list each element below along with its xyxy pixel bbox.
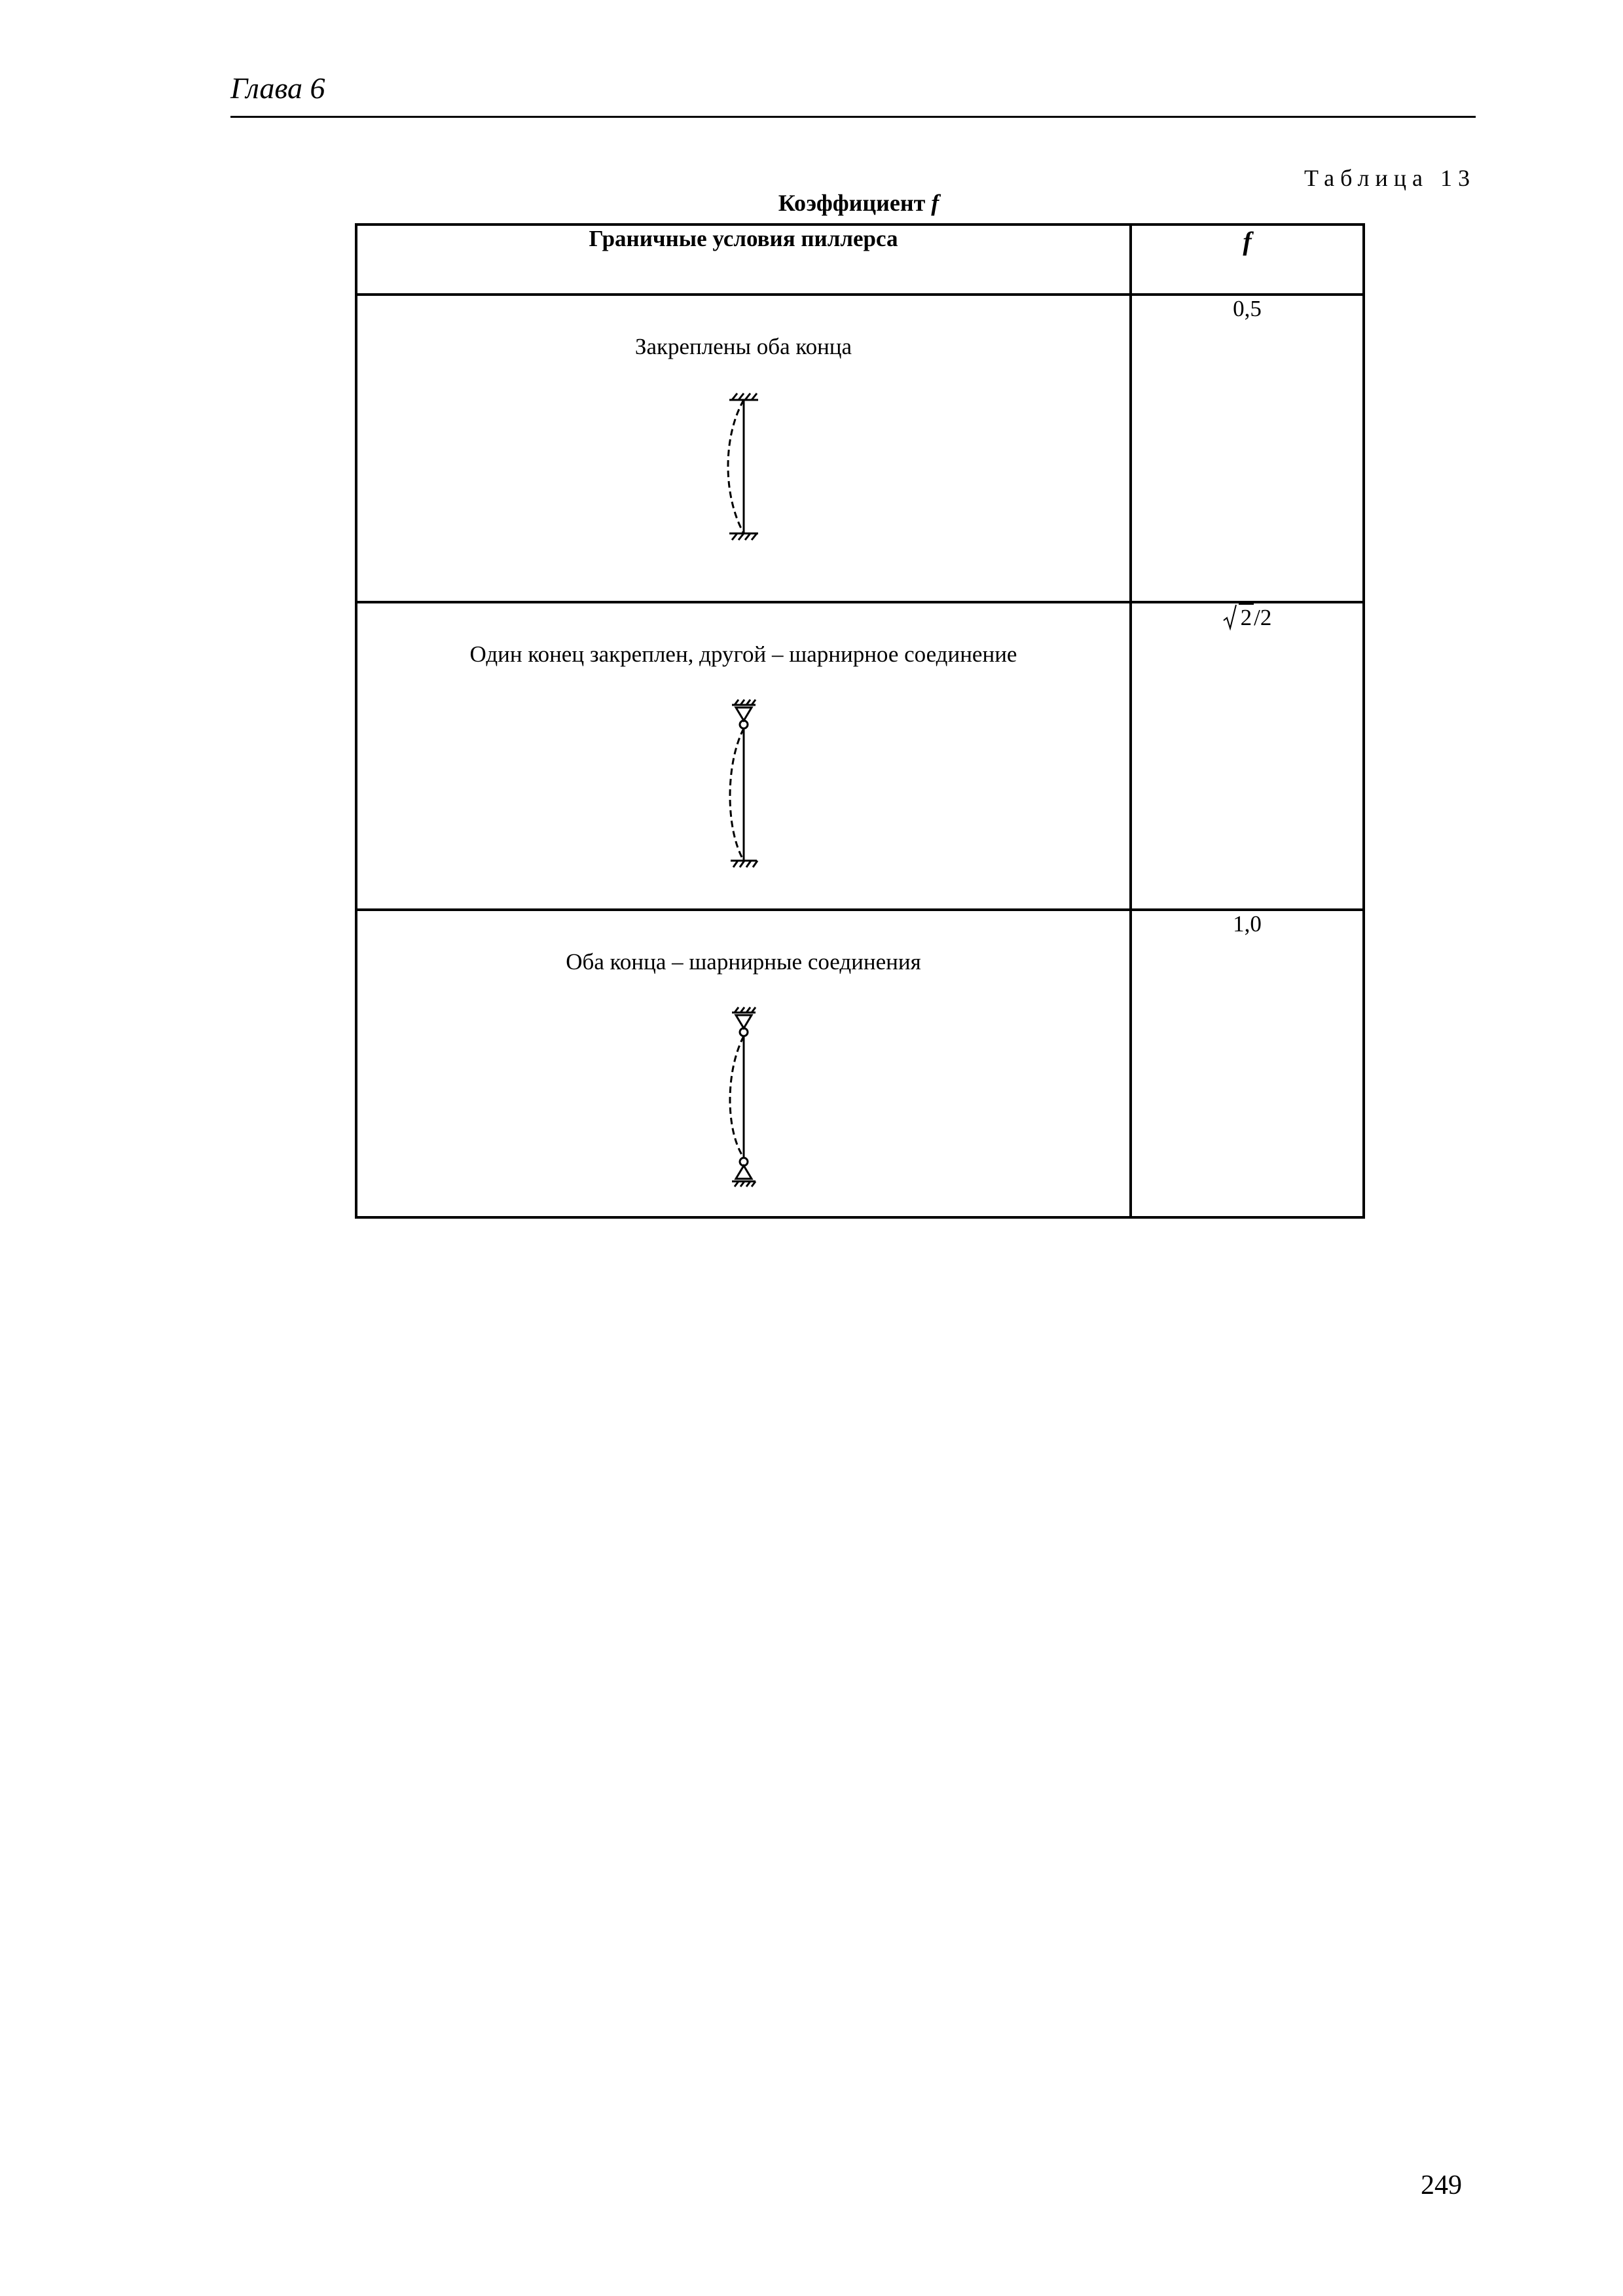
column-header-conditions: Граничные условия пиллерса <box>356 224 1131 295</box>
condition-cell <box>356 295 1131 602</box>
condition-cell <box>356 602 1131 910</box>
f-value: 1,0 <box>1233 911 1262 937</box>
table-caption <box>355 191 1362 215</box>
f-value-cell <box>1131 910 1364 1217</box>
table-header-row <box>356 224 1364 295</box>
condition-label: Один конец закреплен, другой – шарнирное соединение <box>469 641 1017 667</box>
f-value: 0,5 <box>1233 296 1262 321</box>
pinned-pinned-column-diagram <box>718 1006 770 1189</box>
running-head: Глава 6 <box>230 71 325 105</box>
f-value-cell <box>1131 295 1364 602</box>
table-caption-symbol: f <box>931 190 939 216</box>
fixed-fixed-column-diagram <box>718 391 770 548</box>
condition-label: Закреплены оба конца <box>634 334 852 359</box>
f-value-cell <box>1131 602 1364 910</box>
pinned-fixed-column-diagram <box>718 698 770 882</box>
header-rule <box>230 116 1476 118</box>
f-value-denominator: /2 <box>1254 605 1272 630</box>
page-number: 249 <box>1421 2170 1462 2200</box>
condition-label: Оба конца – шарнирные соединения <box>566 949 921 975</box>
table-row <box>356 602 1364 910</box>
table-row <box>356 295 1364 602</box>
table-caption-text: Коэффициент <box>778 190 926 216</box>
f-value-radicand: 2 <box>1239 603 1254 631</box>
table-row <box>356 910 1364 1217</box>
condition-cell <box>356 910 1131 1217</box>
column-header-f: f <box>1131 224 1364 295</box>
f-value <box>1223 603 1272 631</box>
coefficient-table <box>355 223 1365 1219</box>
square-root-sign-icon <box>1223 603 1237 631</box>
table-number: Таблица 13 <box>1304 165 1476 191</box>
